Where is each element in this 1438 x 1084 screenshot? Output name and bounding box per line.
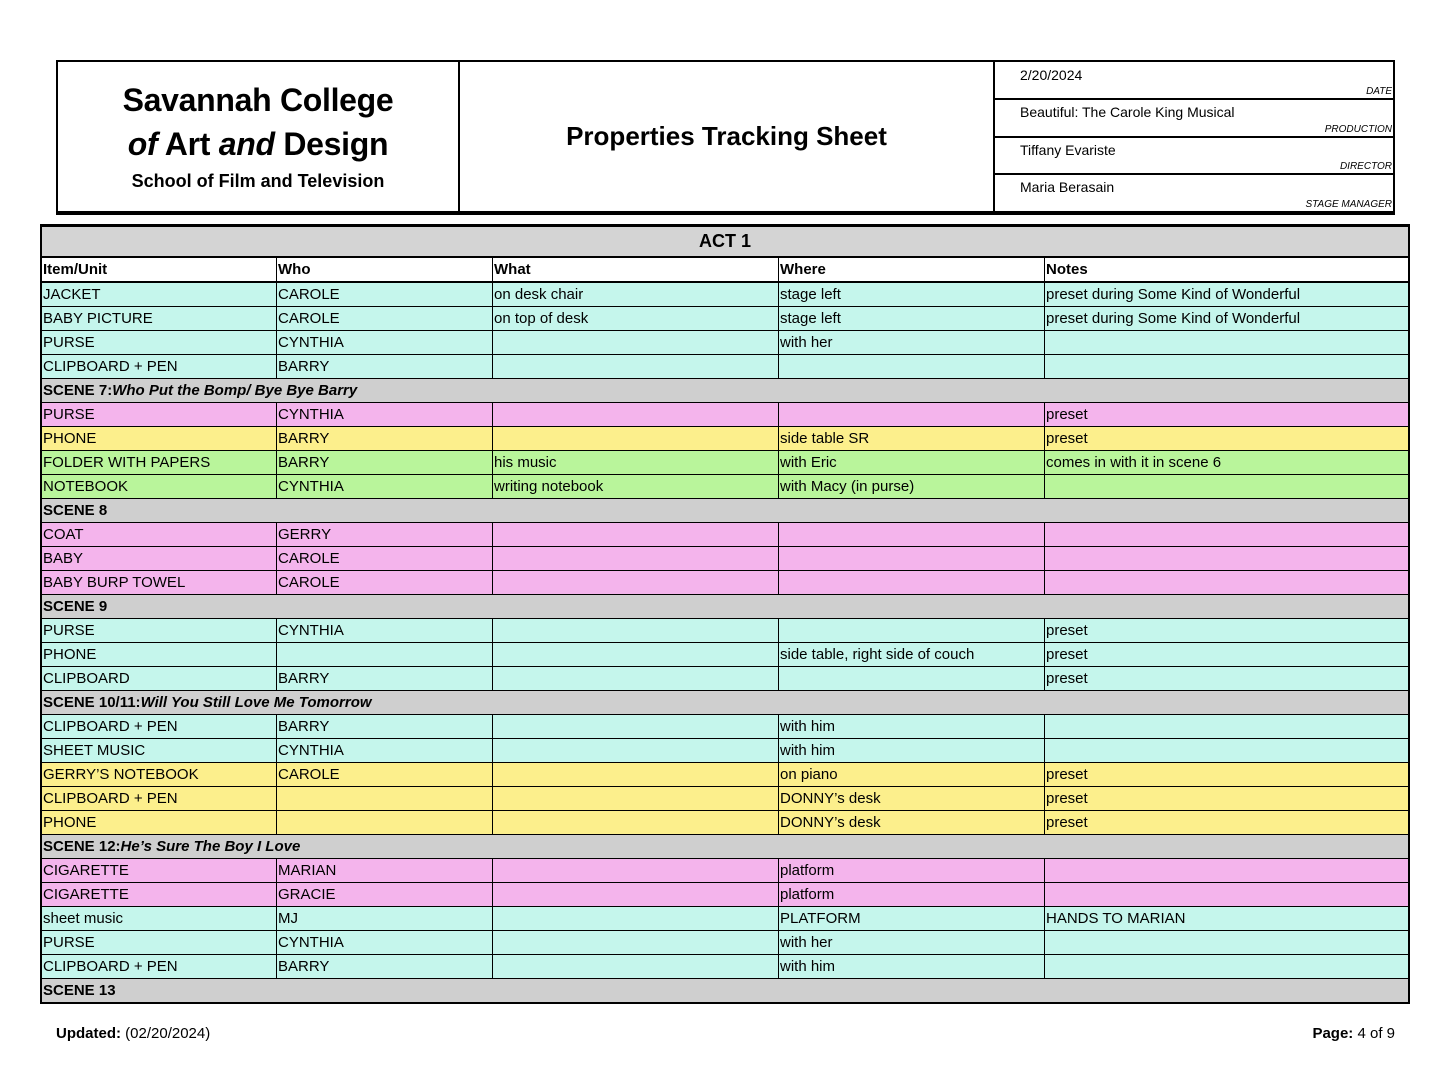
table-cell: COAT	[42, 523, 277, 546]
table-row	[42, 330, 1408, 354]
page-value: 4 of 9	[1357, 1025, 1395, 1042]
table-cell: GRACIE	[277, 883, 493, 906]
table-row	[42, 714, 1408, 738]
table-cell	[493, 739, 779, 762]
table-cell: DONNY’s desk	[779, 811, 1045, 834]
table-row	[42, 858, 1408, 882]
table-cell: preset during Some Kind of Wonderful	[1046, 286, 1301, 303]
table-cell	[493, 931, 779, 954]
scene-header-row	[42, 690, 1408, 714]
table-cell: HANDS TO MARIAN	[1046, 910, 1186, 927]
info-label: PRODUCTION	[1324, 123, 1392, 135]
scene-song: Will You Still Love Me Tomorrow	[140, 694, 372, 711]
scene-song: Who Put the Bomp/ Bye Bye Barry	[112, 382, 358, 399]
table-cell: PURSE	[42, 619, 277, 642]
table-row	[42, 882, 1408, 906]
table-cell	[779, 619, 1045, 642]
school-art: Art	[164, 125, 211, 162]
table-cell	[1045, 859, 1408, 882]
table-cell: BARRY	[277, 955, 493, 978]
table-row	[42, 570, 1408, 594]
table-cell: preset	[1046, 670, 1088, 687]
table-cell: with him	[779, 955, 1045, 978]
production-info	[995, 62, 1393, 211]
table-cell: CYNTHIA	[277, 331, 493, 354]
table-cell: NOTEBOOK	[42, 475, 277, 498]
table-cell	[277, 811, 493, 834]
table-cell: PHONE	[42, 643, 277, 666]
table-cell: on piano	[779, 763, 1045, 786]
table-cell: GERRY	[277, 523, 493, 546]
table-cell: PURSE	[42, 403, 277, 426]
table-cell: JACKET	[42, 283, 277, 306]
table-cell: SHEET MUSIC	[42, 739, 277, 762]
table-cell	[493, 403, 779, 426]
table-cell: CIGARETTE	[42, 859, 277, 882]
info-label: DATE	[1366, 85, 1392, 97]
table-cell: stage left	[779, 283, 1045, 306]
table-cell: preset	[1046, 814, 1088, 831]
table-row	[42, 474, 1408, 498]
scene-label: SCENE 9	[43, 598, 108, 615]
table-cell	[779, 571, 1045, 594]
table-cell	[493, 811, 779, 834]
table-row	[42, 930, 1408, 954]
table-cell	[493, 331, 779, 354]
school-subtitle: School of Film and Television	[131, 170, 385, 191]
table-row	[42, 810, 1408, 834]
table-cell: with her	[779, 931, 1045, 954]
scene-label: SCENE 13	[43, 982, 116, 999]
table-row	[42, 666, 1408, 690]
table-cell	[493, 763, 779, 786]
table-cell: writing notebook	[493, 475, 779, 498]
table-cell: with him	[779, 715, 1045, 738]
table-cell: GERRY’S NOTEBOOK	[42, 763, 277, 786]
table-cell	[493, 427, 779, 450]
school-name-line2	[128, 122, 388, 166]
table-cell: preset	[1046, 766, 1088, 783]
table-cell	[1045, 547, 1408, 570]
table-cell: on top of desk	[493, 307, 779, 330]
table-cell: BARRY	[277, 355, 493, 378]
table-row	[42, 738, 1408, 762]
table-row	[42, 306, 1408, 330]
table-cell: BABY	[42, 547, 277, 570]
table-cell: CYNTHIA	[277, 475, 493, 498]
scene-header-row	[42, 378, 1408, 402]
school-of: of	[127, 125, 158, 162]
table-cell: CAROLE	[277, 547, 493, 570]
table-cell: MJ	[277, 907, 493, 930]
table-cell: CAROLE	[277, 571, 493, 594]
table-cell	[1045, 715, 1408, 738]
table-row	[42, 522, 1408, 546]
scene-header-row	[42, 594, 1408, 618]
table-cell: CAROLE	[277, 283, 493, 306]
table-cell: preset	[1046, 622, 1088, 639]
school-and: and	[218, 125, 275, 162]
info-value: Tiffany Evariste	[1020, 141, 1116, 158]
table-row	[42, 402, 1408, 426]
table-cell: CYNTHIA	[277, 931, 493, 954]
table-cell: preset during Some Kind of Wonderful	[1046, 310, 1301, 327]
scene-song: He’s Sure The Boy I Love	[120, 838, 301, 855]
table-cell	[277, 787, 493, 810]
table-cell: BARRY	[277, 667, 493, 690]
table-cell: CIGARETTE	[42, 883, 277, 906]
table-row	[42, 426, 1408, 450]
table-cell: platform	[779, 883, 1045, 906]
table-cell	[1045, 883, 1408, 906]
table-row	[42, 954, 1408, 978]
table-cell: BARRY	[277, 715, 493, 738]
table-cell: PURSE	[42, 931, 277, 954]
table-cell	[493, 787, 779, 810]
table-cell	[1045, 331, 1408, 354]
table-cell	[493, 667, 779, 690]
school-name-line1: Savannah College	[122, 81, 394, 118]
table-cell	[493, 571, 779, 594]
table-cell: CLIPBOARD + PEN	[42, 355, 277, 378]
table-cell: BABY PICTURE	[42, 307, 277, 330]
table-cell: CLIPBOARD + PEN	[42, 787, 277, 810]
column-header: What	[493, 258, 779, 281]
info-label: DIRECTOR	[1339, 161, 1392, 173]
table-cell: CLIPBOARD + PEN	[42, 715, 277, 738]
table-cell: BARRY	[277, 427, 493, 450]
column-header: Who	[277, 258, 493, 281]
scene-header-row	[42, 498, 1408, 522]
table-body	[42, 282, 1408, 1002]
table-cell: CYNTHIA	[277, 403, 493, 426]
table-cell: platform	[779, 859, 1045, 882]
table-cell: PURSE	[42, 331, 277, 354]
info-value: Beautiful: The Carole King Musical	[1020, 103, 1235, 120]
table-cell	[493, 643, 779, 666]
scene-label: SCENE 7:	[43, 382, 113, 399]
table-cell	[1045, 523, 1408, 546]
table-row	[42, 354, 1408, 378]
table-cell: BABY BURP TOWEL	[42, 571, 277, 594]
page-number	[1312, 1025, 1395, 1042]
table-row	[42, 642, 1408, 666]
updated-footer	[56, 1025, 210, 1042]
table-cell: with her	[779, 331, 1045, 354]
table-cell: with him	[779, 739, 1045, 762]
column-header: Notes	[1046, 261, 1088, 278]
table-cell: CLIPBOARD + PEN	[42, 955, 277, 978]
scene-label: SCENE 10/11:	[43, 694, 141, 711]
info-row-production	[995, 100, 1393, 138]
table-cell	[779, 355, 1045, 378]
properties-table	[40, 224, 1410, 1004]
table-cell: CYNTHIA	[277, 739, 493, 762]
table-row	[42, 618, 1408, 642]
table-cell	[493, 355, 779, 378]
table-header-row	[42, 258, 1408, 282]
table-cell: CYNTHIA	[277, 619, 493, 642]
table-cell	[779, 547, 1045, 570]
table-cell	[493, 715, 779, 738]
table-cell	[493, 859, 779, 882]
scene-header-row	[42, 834, 1408, 858]
table-cell: on desk chair	[493, 283, 779, 306]
table-cell	[277, 643, 493, 666]
info-row-date	[995, 62, 1393, 100]
table-cell: MARIAN	[277, 859, 493, 882]
table-cell	[493, 619, 779, 642]
school-design: Design	[283, 125, 389, 162]
info-value: 2/20/2024	[1020, 67, 1083, 83]
table-row	[42, 906, 1408, 930]
document-title: Properties Tracking Sheet	[460, 62, 995, 211]
table-cell: DONNY’s desk	[779, 787, 1045, 810]
info-label: STAGE MANAGER	[1305, 199, 1392, 210]
table-cell: CAROLE	[277, 307, 493, 330]
info-row-stage-manager	[995, 175, 1393, 211]
table-cell: side table, right side of couch	[779, 643, 1045, 666]
table-cell: CAROLE	[277, 763, 493, 786]
table-cell	[1045, 931, 1408, 954]
table-cell	[779, 523, 1045, 546]
sheet-header	[56, 60, 1395, 215]
scene-header-row	[42, 978, 1408, 1002]
table-cell	[1045, 475, 1408, 498]
table-cell: preset	[1046, 406, 1088, 423]
scene-label: SCENE 12:	[43, 838, 121, 855]
school-logo-block	[58, 62, 460, 211]
table-cell: side table SR	[779, 427, 1045, 450]
table-cell	[493, 523, 779, 546]
table-cell: CLIPBOARD	[42, 667, 277, 690]
table-row	[42, 786, 1408, 810]
table-cell: his music	[493, 451, 779, 474]
table-row	[42, 762, 1408, 786]
table-cell	[779, 403, 1045, 426]
table-cell: sheet music	[42, 907, 277, 930]
table-cell: preset	[1046, 430, 1088, 447]
table-cell: PLATFORM	[779, 907, 1045, 930]
updated-value: (02/20/2024)	[125, 1025, 211, 1042]
table-cell	[493, 547, 779, 570]
table-cell	[1045, 571, 1408, 594]
table-cell: BARRY	[277, 451, 493, 474]
scene-label: SCENE 8	[43, 502, 108, 519]
info-row-director	[995, 138, 1393, 176]
table-cell: PHONE	[42, 811, 277, 834]
table-cell	[1045, 355, 1408, 378]
table-row	[42, 282, 1408, 306]
table-cell: with Macy (in purse)	[779, 475, 1045, 498]
table-cell: stage left	[779, 307, 1045, 330]
info-value: Maria Berasain	[1020, 179, 1115, 196]
updated-label: Updated:	[56, 1025, 121, 1042]
table-cell	[1045, 955, 1408, 978]
table-cell	[493, 907, 779, 930]
column-header: Where	[779, 258, 1045, 281]
table-cell: preset	[1046, 790, 1088, 807]
table-cell: comes in with it in scene 6	[1046, 454, 1222, 471]
table-cell	[493, 883, 779, 906]
table-row	[42, 546, 1408, 570]
table-cell: PHONE	[42, 427, 277, 450]
column-header: Item/Unit	[42, 258, 277, 281]
table-cell	[779, 667, 1045, 690]
table-cell	[493, 955, 779, 978]
table-cell: FOLDER WITH PAPERS	[42, 451, 277, 474]
table-row	[42, 450, 1408, 474]
table-cell: with Eric	[779, 451, 1045, 474]
table-cell	[1045, 739, 1408, 762]
act-title: ACT 1	[42, 227, 1408, 258]
page-label: Page:	[1312, 1025, 1354, 1042]
table-cell: preset	[1046, 646, 1088, 663]
